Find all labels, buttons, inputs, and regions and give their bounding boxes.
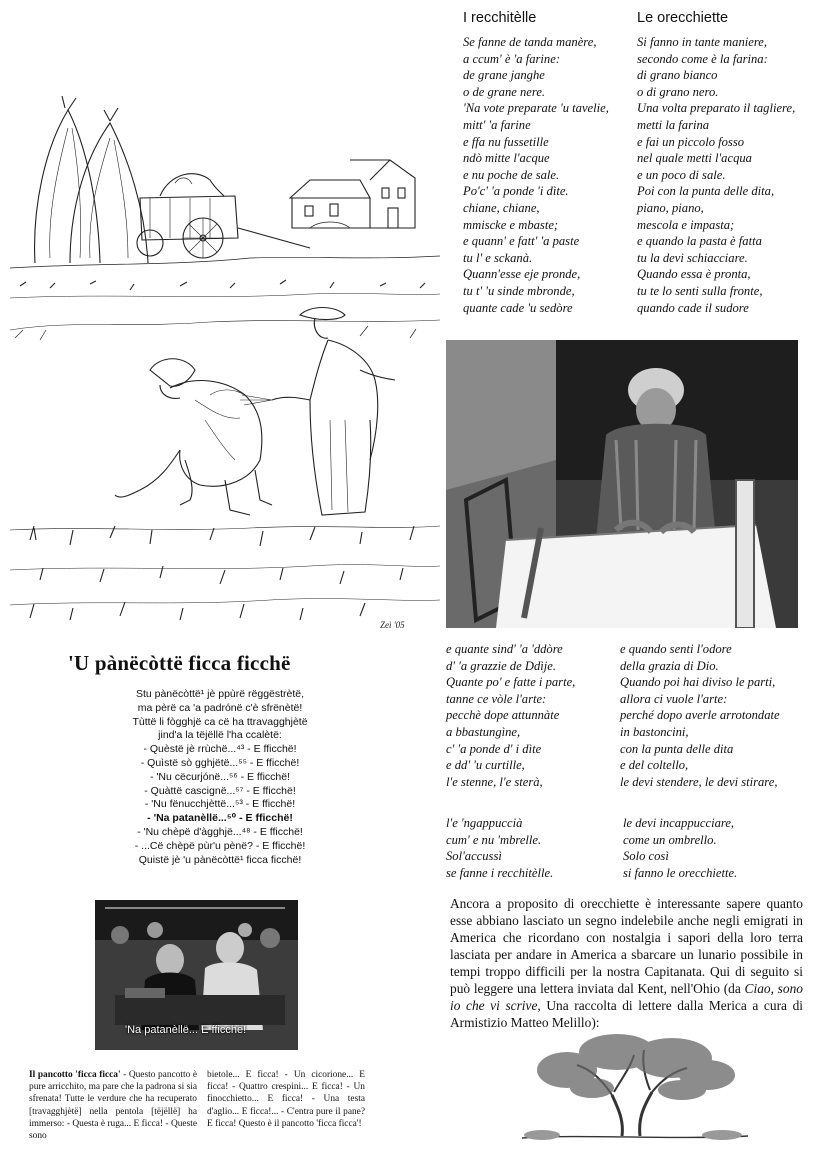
pancotto-line: Tùttë li fògghjë ca cë ha ttravagghjètë [132,715,308,728]
article-paragraph [450,895,803,1031]
pancotto-poem [70,688,370,867]
pancotto-line: - 'Na patanèllë...⁵⁰ - E fficchë! [147,812,293,825]
illustration-signature: Zeì '05 [380,620,405,630]
pancotto-line: jind'a la tëjëllë l'ha ccalètë: [158,729,282,742]
pancotto-line: - Quìstë sò gghjëtë...⁵⁵ - E fficchë! [140,756,300,769]
pancotto-line: - Quèstë jè rrùchë...⁴³ - E fficchë! [143,743,297,756]
pancotto-line: - 'Nu fënucchjèttë...⁵³ - E fficchë! [144,798,296,811]
photo-woman-making-orecchiette [446,340,798,628]
pancotto-line: - Quàttë cascignë...⁵⁷ - E fficchë! [144,784,296,797]
sketch-olive-tree [522,1030,748,1145]
pancotto-line: - ...Cë chèpë pùr'u pènë? - E fficchë! [134,839,306,852]
poem-italian-stanza-1: Si fanno in tante maniere, secondo come è la farina: di grano bianco o di grano nero. Una volta preparato il tagliere, metti la farina e fai un piccolo fosso nel quale metti l'acqua e un poco di sale. Poi con la punta delle dita, piano, piano, mescola e impasta; e quando la pasta è fatta tu la devi schiacciare. Quando essa è pronta, tu te lo senti sulla fronte, quando cade il sudore [637,35,796,315]
pancotto-line: - 'Nu chèpë d'àgghjë...⁴⁸ - E fficchë! [137,825,303,838]
poem-dialect-title: I recchitèlle [463,10,537,26]
poem-italian-stanza-3: le devi incappucciare, come un ombrello. Solo così si fanno le orecchiette. [623,816,738,880]
poem-italian-title: Le orecchiette [637,10,729,26]
pancotto-line: Stu pànëcòttë¹ jè ppùrë rëggëstrètë, [135,688,305,700]
photo-kitchen-cooks [95,900,298,1050]
pancotto-note-text-1: - Questo pancotto è pure arricchito, ma pare che la padrona si sia sfrenata! Tutte le verdure che ha recuperato [travagghjètë] nella pentola [tëjëllë] ha immerso: - Questa è ruga... E ficca! - Queste sono [29,1070,197,1142]
poem-dialect-stanza-3: l'e 'ngappuccià cum' e nu 'mbrelle. Sol'accussì se fanne i recchitèlle. [446,816,554,880]
pancotto-title: 'U pànëcòttë ficca ficchë [68,651,291,675]
poem-dialect-stanza-2: e quante sind' 'a 'ddòre d' 'a grazzie de Ddìje. Quante po' e fatte i parte, tanne ce vòle l'arte: pecchè dope attunnàte a bbastungìne, c' 'a ponde d' i dìte e dd' 'u curtille, l'e stenne, l'e sterà, [446,642,576,789]
poem-italian-stanza-2: e quando senti l'odore della grazia di Dio. Quando poi hai diviso le parti, allora ci vuole l'arte: perché dopo averle arrotondate in bastoncini, con la punta delle dita e del coltello, le devi stendere, le devi stirare, [620,642,780,789]
pancotto-note-title: Il pancotto 'ficca ficca' [29,1070,121,1080]
article-book-title: Ciao, sono io che vi scrive [450,981,803,1013]
sketch-farm-cart [10,88,440,303]
article-text-before: Ancora a proposito di orecchiette è interessante sapere quanto esse abbiano lasciato un segno indelebile anche negli emigrati in America che ricordano con nostalgia i sapori della loro terra lasciata per andare in America a sbarcare un lunario possibile in tempi troppo difficili per la nostra Capitanata. Qui di seguito si può leggere una lettera inviata dal Kent, nell'Ohio (da [450,896,803,996]
poem-dialect-stanza-1: Se fanne de tanda manère, a ccum' è 'a farine: de grane janghe o de grane nere. 'Na vote preparate 'u tavelie, mitt' 'a farine e ffa nu fussetille ndò mitte l'acque e nu poche de sale. Po'c' 'a ponde 'i dìte. chiane, chiane, mmiscke e mbaste; e quann' e fatt' 'a paste tu l' e sckanà. Quann'esse eje pronde, tu t' 'u sinde mbronde, quante cade 'u sedòre [463,35,609,315]
photo-kitchen-caption: 'Na patanèllë... E fficchë! [125,1024,247,1036]
sketch-women-harvest [10,300,440,635]
pancotto-line: Quistë jè 'u pànëcòttë¹ ficca ficchë! [138,853,302,866]
pancotto-note-col1 [29,1069,197,1142]
pancotto-line: - 'Nu cëcurjónë...⁵⁶ - E fficchë! [149,770,291,783]
pancotto-line: ma pèrë ca 'a padrónë c'è sfrënètë! [137,701,303,714]
pancotto-note-col2: bietole... E ficca! - Un cicorione... E ficca! - Quattro crespini... E ficca! - Un finocchietto... E ficca! - Una testa d'aglio... E ficca!... - C'entra pure il pane? E ficca! Questo è il pancotto 'ficca ficca'! [207,1070,365,1129]
article-text-after: , Una raccolta di lettere dalla Merica a cura di Armistizio Matteo Melillo): [450,998,803,1030]
